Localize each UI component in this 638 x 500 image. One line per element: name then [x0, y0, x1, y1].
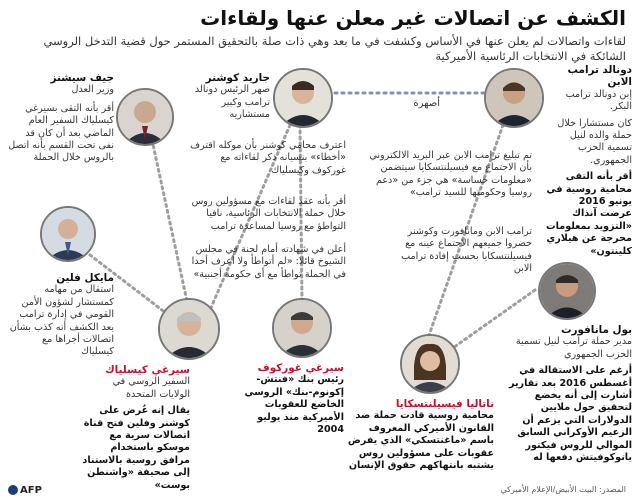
gorkov-role: رئيس بنك «فنتش-إكونوم-بنك» الروسي الخاضع للعقوبات الأميركية منذ يوليو 2004: [244, 374, 344, 436]
kislyak-name: سيرغي كيسلياك: [105, 364, 190, 376]
manafort-photo: [538, 262, 596, 320]
trumpjr-photo: [484, 68, 544, 128]
veselnitskaya-text: محامية روسية قادت حملة ضد القانون الأميركي المعروف باسم «ماغنتسكي» الذي يفرض عقوبات على مسؤولين روس يشتبه بانتهاكهم حقوق الإنسان: [347, 410, 494, 472]
in-law-label: أصهرة: [413, 98, 440, 109]
meeting-note: ترامب الابن ومانافورت وكوشنر حضروا جميعهم الاجتماع عينه مع فيسيلنتسكايا بحسب إفادة ترامب الابن: [401, 226, 532, 275]
kislyak-photo: [158, 298, 220, 360]
gorkov-name: سيرغي غوركوف: [257, 362, 344, 374]
sessions-role: وزير العدل: [71, 84, 114, 96]
afp-label: AFP: [20, 485, 42, 496]
manafort-text: أرغم على الاستقالة في أغسطس 2016 بعد تقارير أشارت إلى أنه يخضع لتحقيق حول ملايين الدولارات التي يزعم أن الزعيم الأوكراني السابق الموالي للروس فيكتور يانوكوفيتش دفعها له: [508, 365, 632, 464]
afp-logo-icon: [8, 485, 18, 495]
intro-text: لقاءات واتصالات لم يعلن عنها في الأساس وكشفت في ما بعد وهي ذات صلة بالتحقيق المستمر حول قضية التدخل الروسي الشائكة في الانتخابات الرئاسية الأميركية: [43, 34, 626, 63]
kushner-header: [186, 72, 270, 122]
sessions-photo: [116, 88, 174, 146]
manafort-block: [500, 324, 632, 464]
kushner-role: صهر الرئيس دونالد ترامب وكبير مستشاريه: [194, 84, 270, 121]
gorkov-photo: [272, 298, 332, 358]
sessions-name: جيف سيشنز: [50, 72, 114, 84]
trumpjr-meeting-text: أقر بأنه التقى محامية روسية في يونيو 2016 عرضت آنذاك «التزويد بمعلومات محرجة عن هيلاري كلينتون»: [546, 171, 632, 257]
kushner-photo: [273, 68, 333, 128]
manafort-role: مدير حملة ترامب لنيل تسمية الحزب الجمهوري: [515, 336, 632, 360]
kislyak-role: السفير الروسي في الولايات المتحدة: [112, 376, 190, 400]
flynn-photo: [40, 206, 96, 262]
afp-credit: [8, 485, 42, 496]
trumpjr-role: إبن دونالد ترامب البكر.: [565, 88, 632, 113]
source-note: المصدر: البيت الأبيض/الإعلام الأميركي: [500, 485, 626, 494]
trumpjr-block: [546, 64, 632, 258]
flynn-text: استقال من مهامه كمستشار لشؤون الأمن القومي في إدارة ترامب بعد الكشف أنه كذب بشأن اتصالات أجراها مع كيسلياك: [9, 284, 114, 358]
kushner-statement-3: أعلن في شهادته أمام لجنة في مجلس الشيوخ قائلا: «لم أتواطأ ولا أعرف أحدا في الحملة تواطأ مع أي حكومة أجنبية»: [191, 244, 346, 280]
veselnitskaya-photo: [400, 334, 460, 394]
veselnitskaya-name: ناتاليا فيسيلنتسكايا: [395, 398, 494, 410]
kushner-name: جاريد كوشنر: [205, 72, 270, 84]
kushner-statement-2: أقر بأنه عقد لقاءات مع مسؤولين روس خلال حملة الانتخابات الرئاسية، نافيا التواطؤ مع روسيا لمساعدة ترامب: [191, 196, 346, 232]
kislyak-text: يقال إنه عُرض على كوشنر وفلين فتح قناة اتصالات سرية مع موسكو باستخدام مرافق روسية بالاستناد إلى صحيفة «واشنطن بوست»: [82, 405, 190, 491]
link-sessions-kislyak: [152, 140, 190, 315]
page-title: الكشف عن اتصالات غير معلن عنها ولقاءات: [200, 6, 626, 30]
email-note: تم تبليغ ترامب الابن عبر البريد الالكتروني بأن الاجتماع مع فيسيلنتسكايا سيتضمن «معلومات حساسة» هي جزء من «دعم روسيا وحكومتها للسيد ترامب»: [369, 150, 532, 199]
trumpjr-advisor-text: كان مستشارا خلال حملة والده لنيل تسمية الحزب الجمهوري.: [557, 117, 632, 166]
trumpjr-name: دونالد ترامب الابن: [567, 64, 632, 89]
manafort-name: بول مانافورت: [561, 324, 632, 336]
kushner-statement-1: اعترف محامي كوشنر بأن موكله اقترف «أخطاء» بنسيانه ذكر لقاءاته مع غوركوف وكيسلياك: [190, 140, 346, 176]
gorkov-block: [232, 362, 344, 436]
flynn-name: مايكل فلين: [56, 272, 114, 284]
flynn-block: [8, 272, 114, 359]
sessions-block: [8, 72, 114, 165]
veselnitskaya-block: [346, 398, 494, 472]
sessions-text: أقر بأنه التقى بسيرغي كيسلياك السفير العام الماضي بعد أن كان قد نفى تحت القسم بأنه اتصل بالروس خلال الحملة: [8, 102, 114, 164]
kislyak-block: [80, 364, 190, 492]
